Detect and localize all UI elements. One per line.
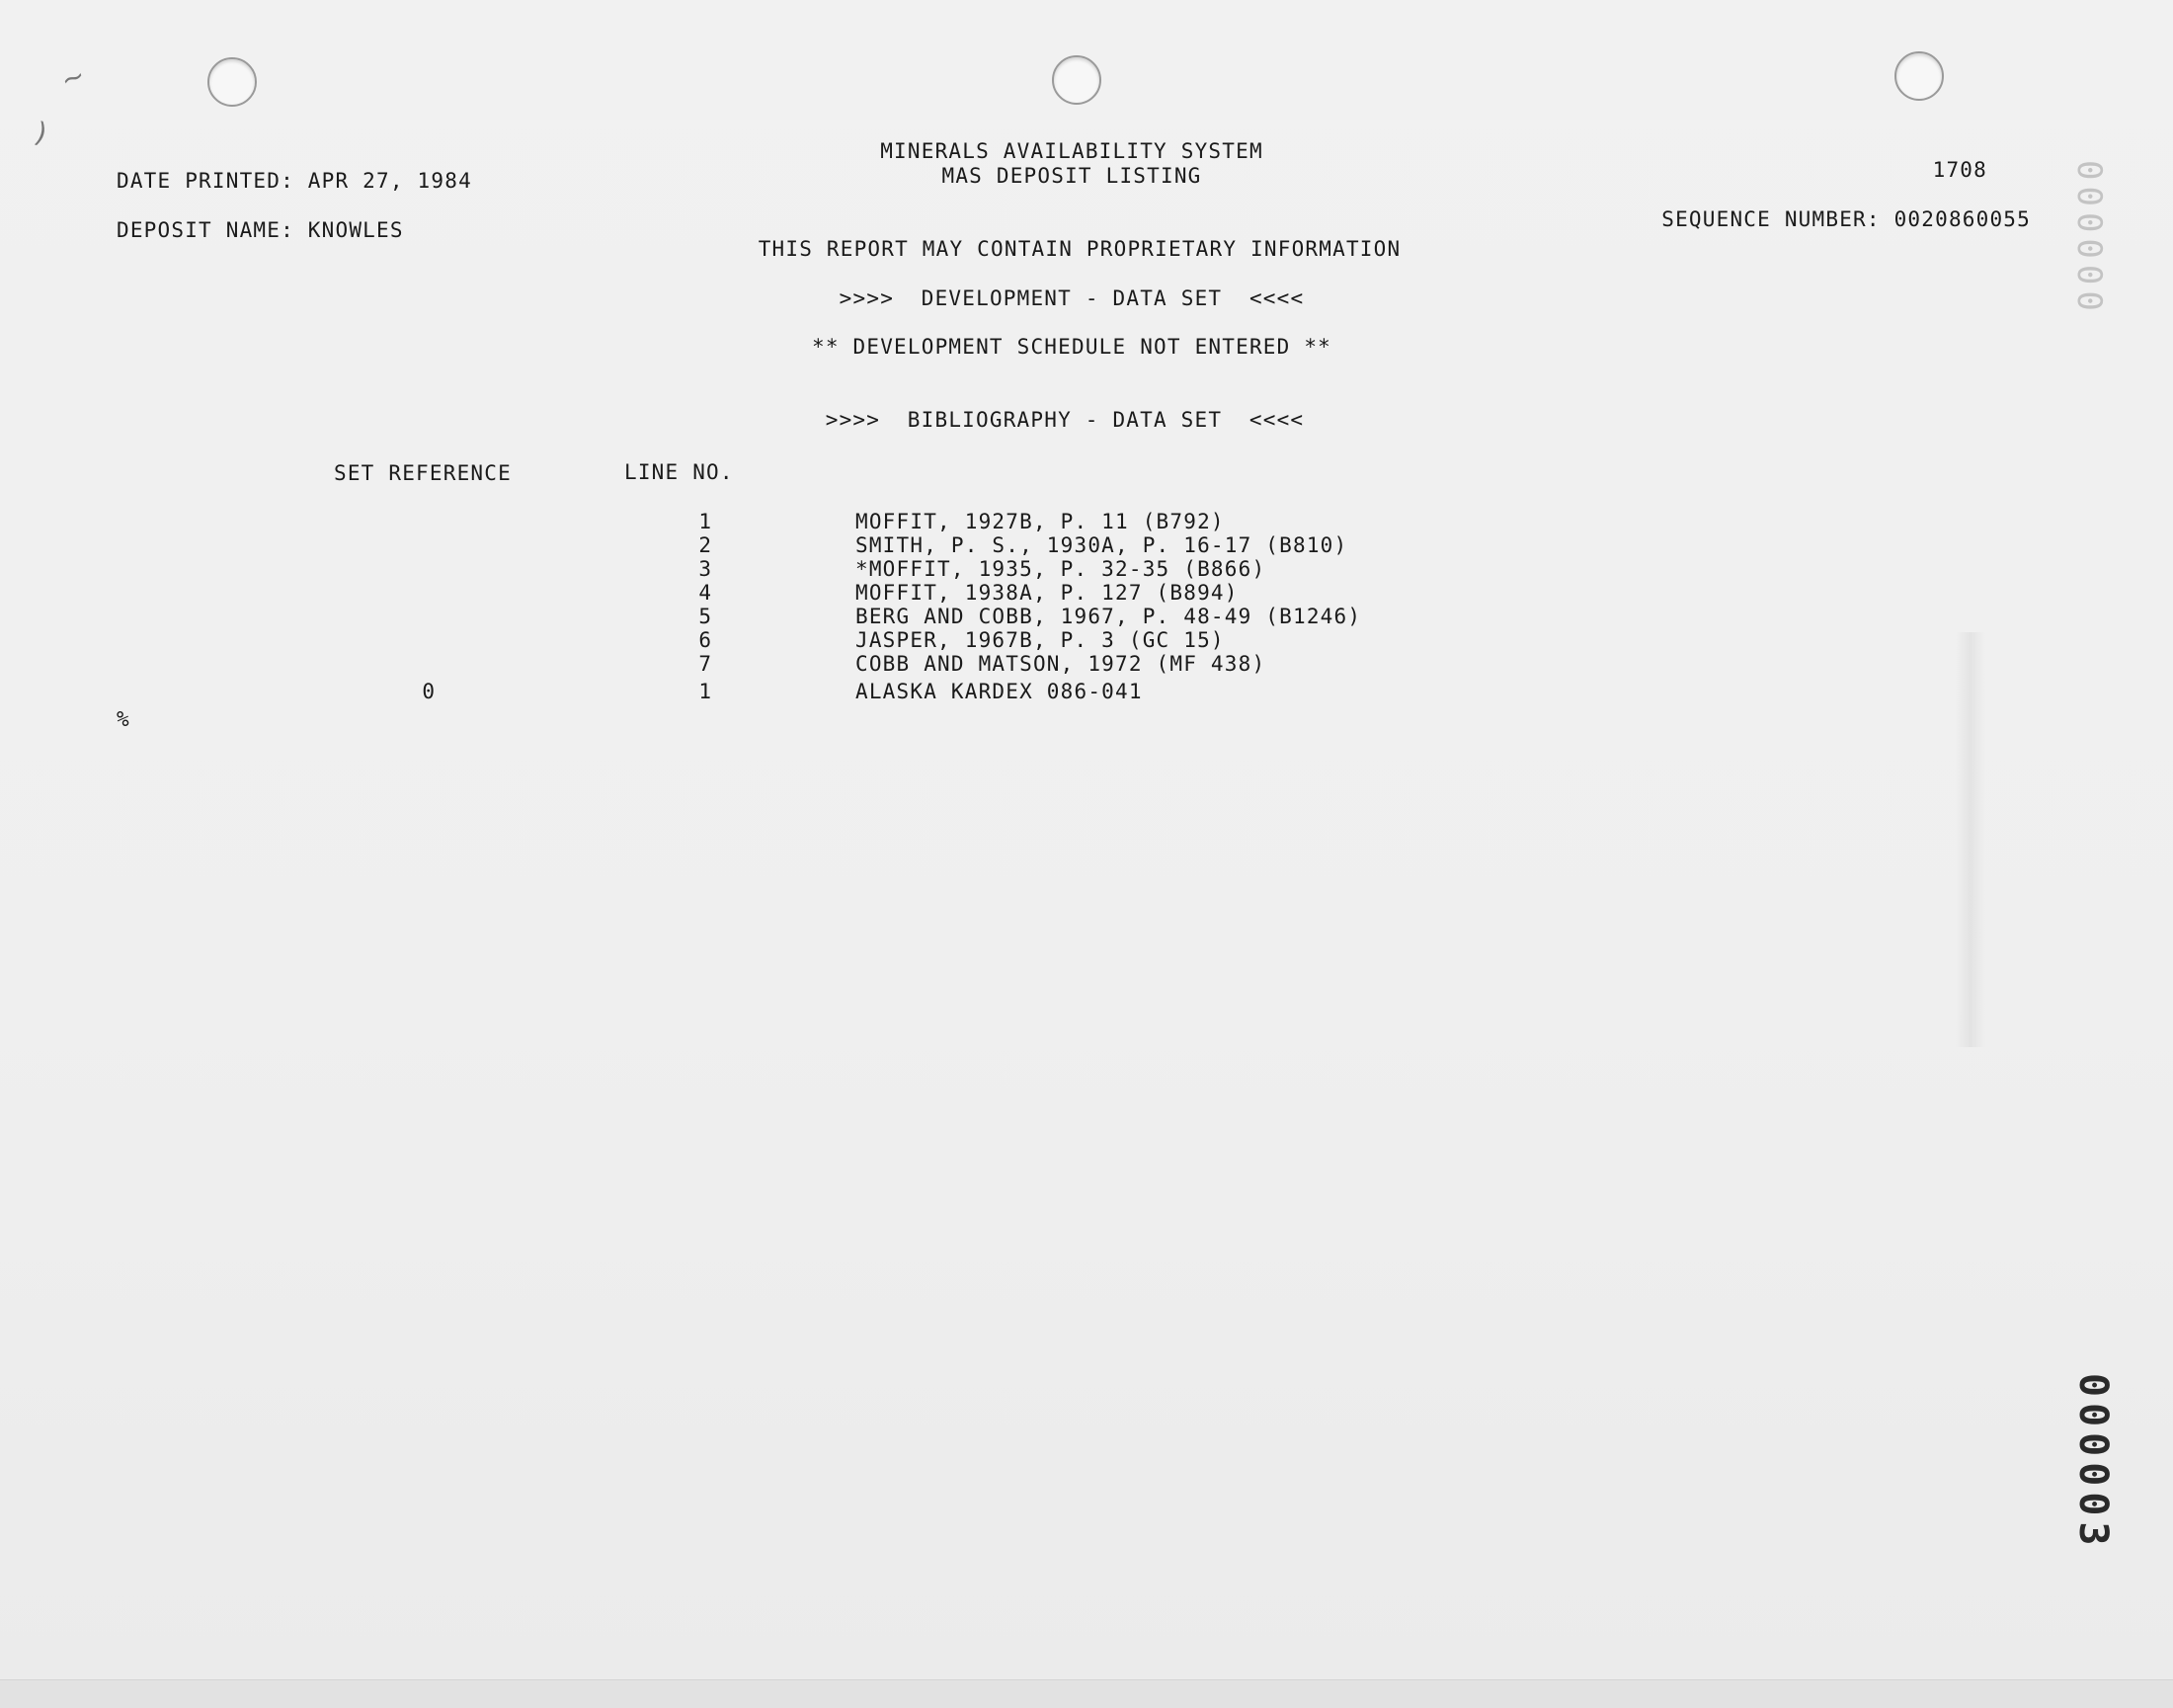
reference-cell: SMITH, P. S., 1930A, P. 16-17 (B810) [855,533,1348,557]
pencil-mark-icon: ~ [56,57,90,98]
line-number-cell: 7 [698,652,711,676]
line-number-cell: 6 [698,628,711,652]
line-number-cell: 4 [698,581,711,605]
column-header-set-reference: SET REFERENCE [334,461,512,485]
proprietary-notice: THIS REPORT MAY CONTAIN PROPRIETARY INFORMATION [758,237,1402,261]
reference-cell: ALASKA KARDEX 086-041 [855,680,1143,703]
set-reference-cell: 0 [422,680,435,703]
line-number-cell: 2 [698,533,711,557]
listing-title: MAS DEPOSIT LISTING [941,164,1202,188]
end-of-record-mark: % [117,707,130,731]
date-printed: DATE PRINTED: APR 27, 1984 [117,169,472,193]
scan-streak [1956,632,1985,1047]
line-number-cell: 3 [698,557,711,581]
punch-hole-center [1052,55,1101,105]
reference-cell: JASPER, 1967B, P. 3 (GC 15) [855,628,1225,652]
sequence-number: SEQUENCE NUMBER: 0020860055 [1661,207,2031,231]
reference-cell: MOFFIT, 1938A, P. 127 (B894) [855,581,1239,605]
development-note: ** DEVELOPMENT SCHEDULE NOT ENTERED ** [811,335,1332,359]
frame-stamp-bottom: 000003 [2070,1373,2116,1552]
reference-cell: COBB AND MATSON, 1972 (MF 438) [855,652,1266,676]
reference-cell: MOFFIT, 1927B, P. 11 (B792) [855,510,1225,533]
column-header-line-no: LINE NO. [624,460,734,484]
bibliography-heading: >>>> BIBLIOGRAPHY - DATA SET <<<< [825,408,1305,432]
pencil-tick-icon: ) [31,116,51,150]
reference-cell: *MOFFIT, 1935, P. 32-35 (B866) [855,557,1266,581]
punch-hole-left [207,57,257,107]
line-number-cell: 1 [698,680,711,703]
line-number-cell: 5 [698,605,711,628]
system-title: MINERALS AVAILABILITY SYSTEM [880,139,1263,163]
reference-cell: BERG AND COBB, 1967, P. 48-49 (B1246) [855,605,1362,628]
scan-bottom-edge [0,1679,2173,1708]
deposit-name: DEPOSIT NAME: KNOWLES [117,218,404,242]
line-number-cell: 1 [698,510,711,533]
frame-stamp-top: 000000 [2069,160,2109,317]
development-heading: >>>> DEVELOPMENT - DATA SET <<<< [839,286,1305,310]
punch-hole-right [1894,51,1944,101]
page-number: 1708 [1932,158,1987,182]
